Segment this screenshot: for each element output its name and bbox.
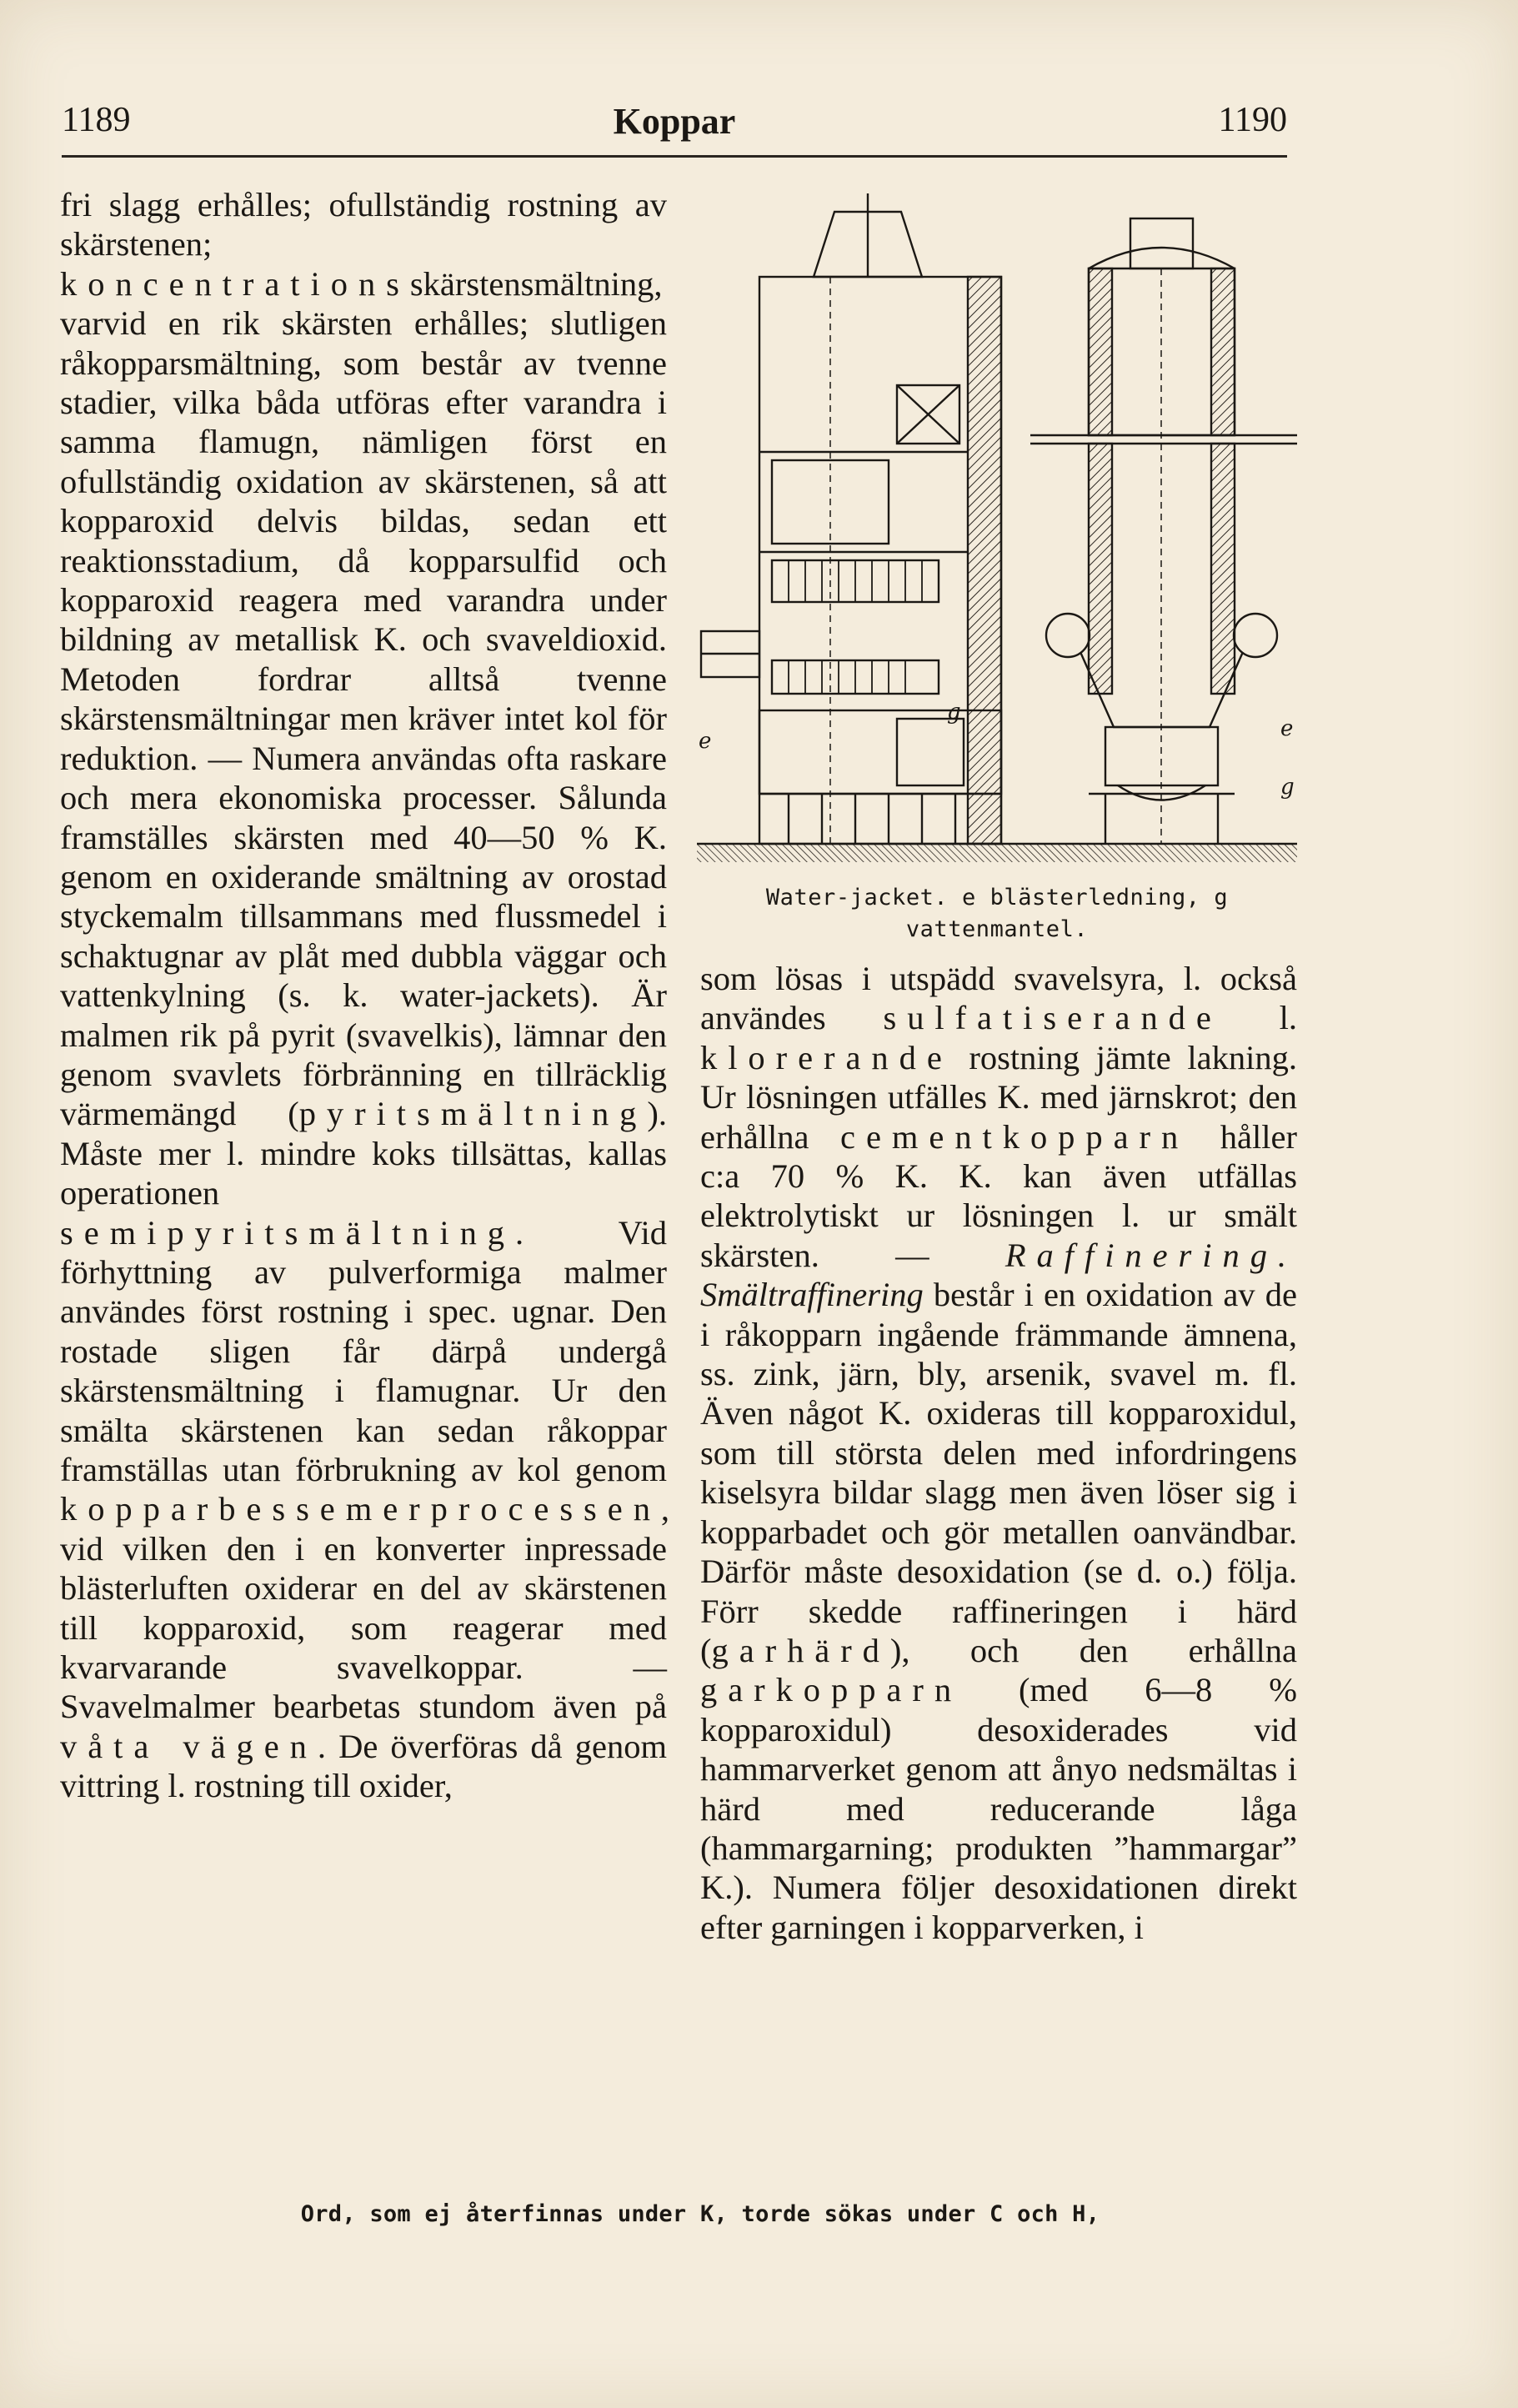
spaced-term: semipyritsmältning [60, 1213, 516, 1252]
text-run: består i en oxidation av de i råkopparn ingående främmande ämnena, ss. zink, järn, bly, arsenik, svavel m. fl. Även något K. oxideras till kopparoxidul, som till största delen med infordringens kiselsyra bildar slagg men även löser sig i kopparbadet och gör metallen oanvändbar. Därför måste desoxidation (se d. o.) följa. Förr skedde raffineringen i härd ( [700, 1276, 1297, 1669]
text-run: fri slagg erhålles; ofullständig rostning av skärstenen; [60, 186, 667, 263]
spaced-term: våta vägen [60, 1727, 318, 1765]
figure-caption: Water-jacket. e blästerledning, g vattenmantel. [765, 885, 1229, 942]
water-jacket-drawing [697, 193, 1297, 902]
right-column [700, 959, 1297, 1947]
text-run: . De överföras då genom vittring l. rostning till oxider, [60, 1727, 667, 1805]
page-number-left: 1189 [62, 101, 131, 139]
italic-term: Smältraffinering [700, 1276, 924, 1314]
figure-label-g-right: g [1280, 775, 1295, 800]
left-column [60, 185, 670, 1806]
water-jacket-figure [697, 193, 1297, 902]
page-title: Koppar [613, 101, 736, 142]
footer-note: Ord, som ej återfinnas under K, torde sökas under C och H, [300, 2201, 1100, 2227]
spaced-term: koncentrations [60, 264, 410, 303]
spaced-term: pyritsmältning [298, 1095, 648, 1133]
spaced-term: sulfatiserande [883, 999, 1222, 1037]
text-run: som lösas i utspädd svavelsyra, l. också användes [700, 960, 1297, 1037]
figure-label-e-left: e [699, 729, 712, 754]
spaced-term: garhärd [711, 1631, 890, 1669]
spaced-term: klorerande [700, 1038, 953, 1076]
header-rule [62, 155, 1287, 158]
spaced-term: cementkopparn [840, 1117, 1190, 1156]
text-run: . Vid förhyttning av pulverformiga malmer användes först rostning i spec. ugnar. Den rostade sligen får därpå undergå skärstensmältning i flamugnar. Ur den smälta skärstenen kan sedan råkoppar framställas utan förbrukning av kol genom [60, 1213, 667, 1488]
text-run: , vid vilken den i en konverter inpressade blästerluften oxiderar en del av skärstenen till kopparoxid, som reagerar med kvarvarande svavelkoppar. — Svavelmalmer bearbetas stundom även på [60, 1490, 670, 1726]
right-column-text [700, 959, 1297, 1947]
spaced-term: kopparbessemerprocessen [60, 1490, 661, 1528]
page-number-right: 1190 [1218, 101, 1287, 139]
figure-label-e-right: e [1280, 716, 1294, 741]
text-run: skärstensmältning, varvid en rik skärsten erhålles; slutligen råkopparsmältning, som består av tvenne stadier, vilka båda utföras efter varandra i samma flamugn, nämligen först en ofullständig oxidation av skärstenen, så att kopparoxid delvis bildas, sedan ett reaktionsstadium, då kopparsulfid och kopparoxid reagera med varandra under bildning av metallisk K. och svaveldioxid. Metoden fordrar alltså tvenne skärstensmältningar men kräver intet kol för reduktion. — Numera användas ofta raskare och mera ekonomiska processer. Sålunda framställes skärsten med 40—50 % K. genom en oxiderande smältning av orostad styckemalm tillsammans med flussmedel i schaktugnar av plåt med dubbla väggar och vattenkylning (s. k. water-jackets). Är malmen rik på pyrit (svavelkis), lämnar den genom svavlets förbränning en tillräcklig värmemängd ( [60, 264, 667, 1133]
text-run: rostning jämte lakning. Ur lösningen utfälles K. med järnskrot; den erhållna [700, 1038, 1297, 1156]
left-column-text [60, 185, 670, 1806]
text-run: ). Måste mer l. mindre koks tillsättas, kallas operationen [60, 1095, 667, 1212]
figure-label-g: g [947, 700, 961, 725]
text-run: ), och den erhållna [889, 1631, 1297, 1669]
text-run: håller c:a 70 % K. K. kan även utfällas elektrolytiskt ur lösningen l. ur smält skärsten. — [700, 1117, 1297, 1274]
spaced-term: garkopparn [700, 1671, 963, 1709]
spaced-term: Raffinering. [1004, 1236, 1297, 1274]
text-run: l. [1221, 999, 1297, 1037]
text-run: (med 6—8 % kopparoxidul) desoxiderades vid hammarverket genom att ånyo nedsmältas i härd med reducerande låga (hammargarning; produkten ”hammargar” K.). Numera följer desoxidationen direkt efter garningen i kopparverken, i [700, 1671, 1297, 1946]
page-header [62, 93, 1287, 160]
